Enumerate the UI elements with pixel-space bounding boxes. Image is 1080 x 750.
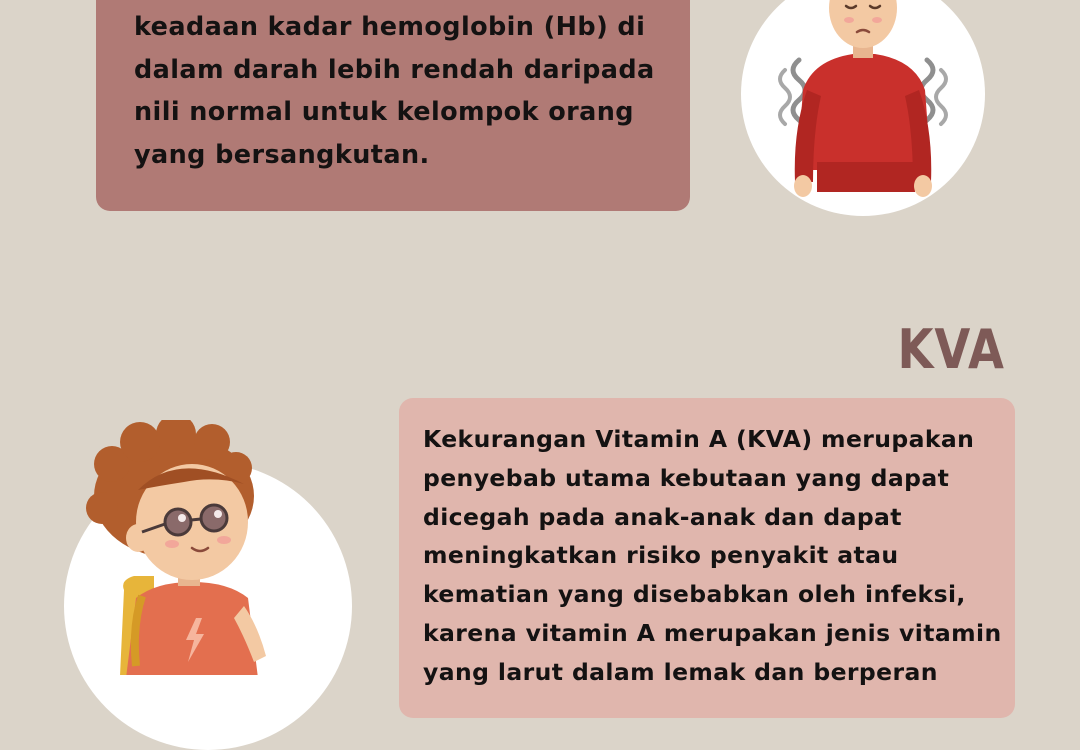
kva-text-card: [399, 398, 1015, 718]
dizzy-person-icon: [741, 0, 985, 216]
boy-with-glasses-icon: [80, 420, 290, 675]
kva-heading: KVA: [897, 318, 1005, 381]
kva-description: Kekurangan Vitamin A (KVA) merupakan penyebab utama kebutaan yang dapat dicegah pada anak-anak dan dapat meningkatkan risiko penyakit atau kematian yang disebabkan oleh infeksi, karena vitamin A merupakan jenis vitamin yang larut dalam lemak dan berperan: [423, 425, 1002, 686]
dizzy-person-illustration: [741, 0, 985, 216]
anemia-text-card: [96, 0, 690, 211]
anemia-description: keadaan kadar hemoglobin (Hb) di dalam darah lebih rendah daripada nili normal untuk kelompok orang yang bersangkutan.: [134, 12, 655, 170]
